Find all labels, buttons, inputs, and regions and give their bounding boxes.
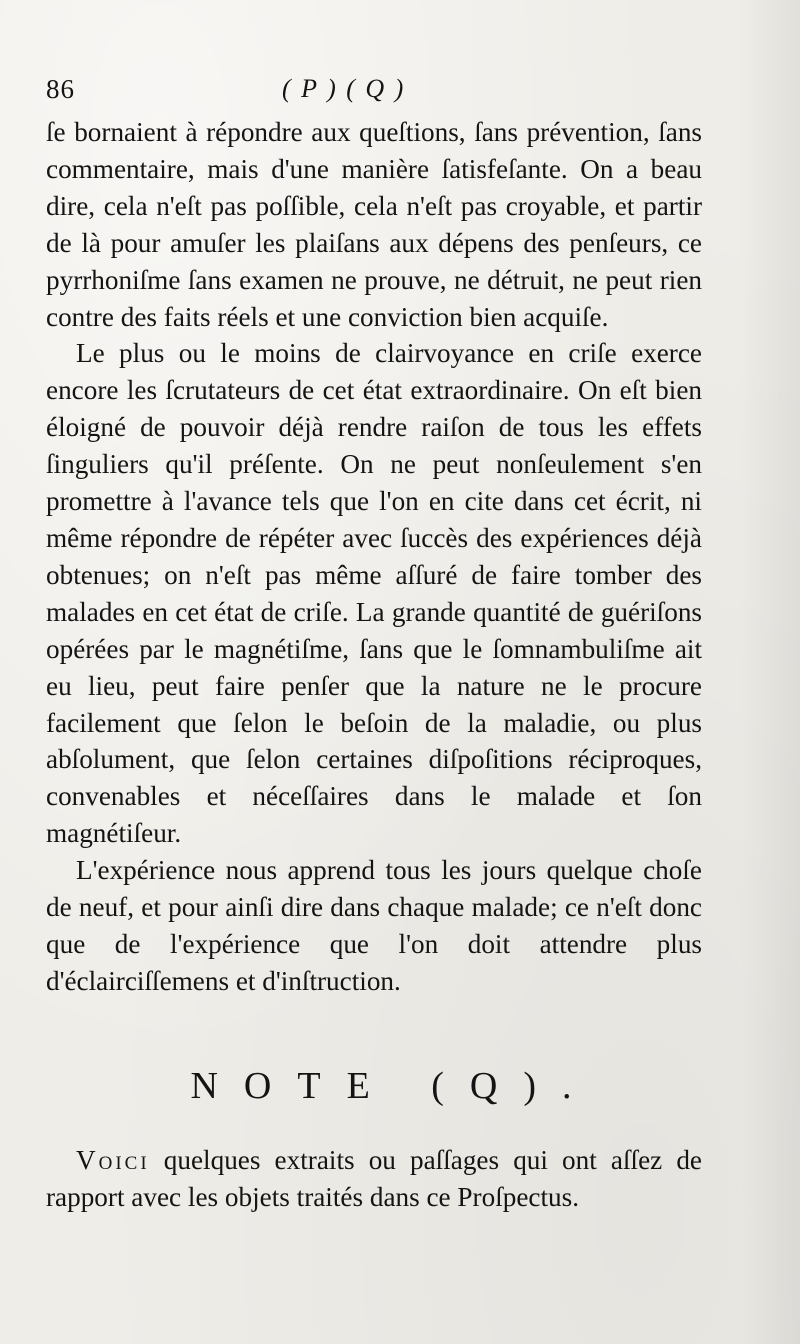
page-number: 86 (46, 74, 75, 104)
note-body (46, 1142, 702, 1216)
paragraph-1: ſe bornaient à répondre aux queſtions, ſans prévention, ſans commentaire, mais d'une manière ſatisfeſante. On a beau dire, cela n'eſt pas poſſible, cela n'eſt pas croyable, et partir de là pour amuſer les plaiſans aux dépens des penſeurs, ce pyrrhoniſme ſans examen ne prouve, ne détruit, ne peut rien contre des faits réels et une conviction bien acquiſe. (46, 117, 702, 332)
note-lead-word: Voici (76, 1144, 150, 1175)
note-text: quelques extraits ou paſſages qui ont aſſez de rapport avec les objets traités dans ce Proſpectus. (46, 1144, 702, 1212)
main-text (46, 114, 702, 1000)
note-heading: NOTE (Q). (190, 1064, 598, 1107)
running-head: ( P ) ( Q ) (282, 74, 406, 103)
note-paragraph (46, 1142, 702, 1216)
paragraph-3: L'expérience nous apprend tous les jours quelque choſe de neuf, et pour ainſi dire dans chaque malade; ce n'eſt donc que de l'expérience que l'on doit attendre plus d'éclairciſſemens et d'inſtruction. (46, 855, 702, 996)
page-header (46, 62, 702, 114)
paragraph-2: Le plus ou le moins de clairvoyance en criſe exerce encore les ſcrutateurs de cet état extraordinaire. On eſt bien éloigné de pouvoir déjà rendre raiſon de tous les effets ſinguliers qu'il préſente. On ne peut nonſeulement s'en promettre à l'avance tels que l'on en cite dans cet écrit, ni même répondre de répéter avec ſuccès des expériences déjà obtenues; on n'eſt pas même aſſuré de faire tomber des malades en cet état de criſe. La grande quantité de guériſons opérées par le magnétiſme, ſans que le ſomnambuliſme ait eu lieu, peut faire penſer que la nature ne le procure facilement que ſelon le beſoin de la maladie, ou plus abſolument, que ſelon certaines diſpoſitions réciproques, convenables et néceſſaires dans le malade et ſon magnétiſeur. (46, 338, 702, 849)
